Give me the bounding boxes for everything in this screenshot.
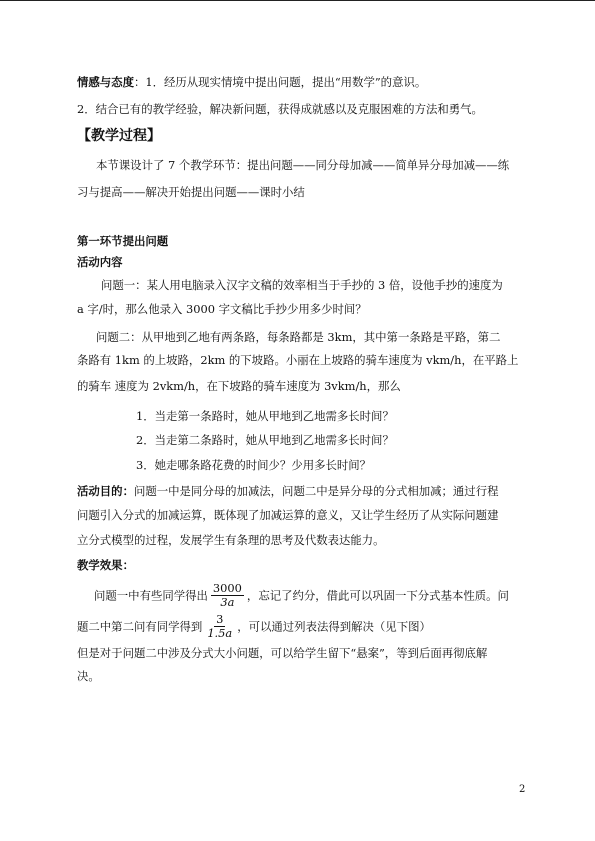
goal-line-3: 立分式模型的过程，发展学生有条理的思考及代数表达能力。 [77, 533, 385, 547]
fraction-3000-over-3a [211, 582, 244, 609]
label-attitude: 情感与态度 [77, 75, 134, 89]
subquestion-2: 2．当走第二条路时，她从甲地到乙地需多长时间？ [136, 433, 394, 447]
intro-line-1: 本节课设计了 7 个教学环节：提出问题——同分母加减——简单异分母加减——练 [96, 158, 510, 172]
question1-line-1: 问题一：某人用电脑录入汉字文稿的效率相当于手抄的 3 倍，设他手抄的速度为 [101, 278, 503, 292]
fraction-denominator: 3a [220, 595, 235, 609]
effect-text-2a: 题二中第二问有同学得到 [77, 619, 203, 634]
effect-text-1b: ，忘记了约分，借此可以巩固一下分式基本性质。问 [246, 588, 509, 603]
goal-text-1: 问题一中是同分母的加减法，问题二中是异分母的分式相加减；通过行程 [133, 484, 499, 498]
effect-text-2b: ，可以通过列表法得到解决（见下图） [237, 619, 431, 634]
line-attitude [77, 74, 426, 90]
section-title: 第一环节提出问题 [77, 234, 169, 248]
activity-label: 活动内容 [77, 255, 123, 269]
question1-line-2: a 字/时，那么他录入 3000 字文稿比手抄少用多少时间？ [77, 302, 367, 316]
fraction-denominator: 1.5a [207, 626, 233, 640]
effect-label: 教学效果： [77, 558, 134, 572]
question2-line-1: 问题二：从甲地到乙地有两条路，每条路都是 3km，其中第一条路是平路，第二 [96, 330, 501, 344]
subquestion-1: 1．当走第一条路时，她从甲地到乙地需多长时间？ [136, 409, 394, 423]
goal-label: 活动目的： [77, 484, 134, 498]
fraction-numerator: 3000 [212, 581, 242, 595]
question2-line-3: 的骑车 速度为 2vkm/h，在下坡路的骑车速度为 3vkm/h，那么 [77, 379, 401, 393]
goal-line-1 [77, 483, 498, 499]
effect-line-1 [94, 583, 509, 610]
text-attitude: ：1．经历从现实情境中提出问题，提出“用数学”的意识。 [133, 75, 427, 89]
effect-line-2 [77, 614, 431, 641]
page-number: 2 [519, 784, 526, 795]
effect-line-4: 决。 [77, 669, 100, 683]
goal-line-2: 问题引入分式的加减运算，既体现了加减运算的意义，又让学生经历了从实际问题建 [77, 508, 499, 522]
header-rule [0, 0, 595, 1]
intro-line-2: 习与提高——解决开始提出问题——课时小结 [77, 185, 305, 199]
heading-teaching-process: 【教学过程】 [77, 128, 161, 144]
effect-text-1a: 问题一中有些同学得出 [94, 588, 208, 603]
subquestion-3: 3．她走哪条路花费的时间少？少用多长时间？ [136, 458, 372, 472]
fraction-numerator: 3 [216, 612, 224, 626]
fraction-3-over-1-5a [205, 613, 234, 640]
question2-line-2: 条路有 1km 的上坡路，2km 的下坡路。小丽在上坡路的骑车速度为 vkm/h，在平路上 [77, 353, 519, 367]
effect-line-3: 但是对于问题二中涉及分式大小问题，可以给学生留下“悬案”，等到后面再彻底解 [77, 646, 488, 660]
line-experience: 2．结合已有的教学经验，解决新问题，获得成就感以及克服困难的方法和勇气。 [77, 102, 483, 116]
